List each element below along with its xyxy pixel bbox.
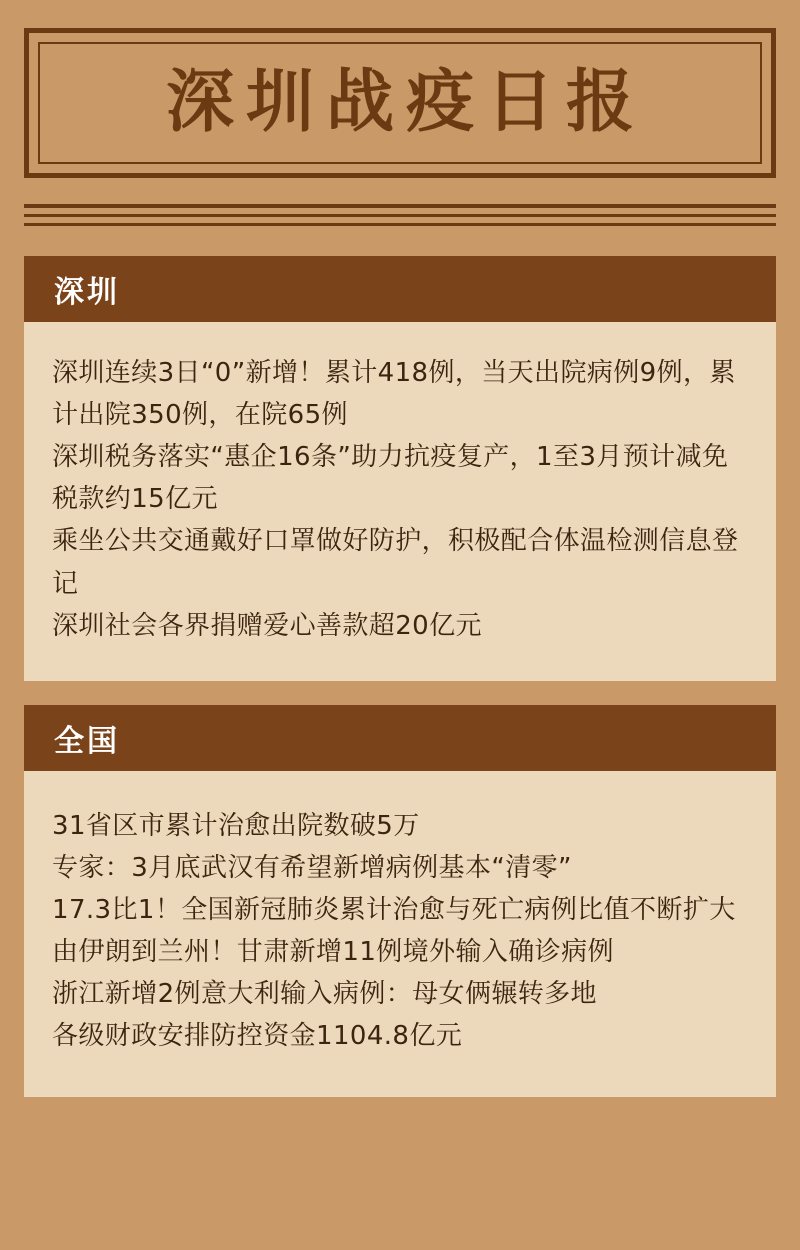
section-shenzhen xyxy=(24,256,776,681)
section-shenzhen-header xyxy=(24,256,776,322)
list-item: 各级财政安排防控资金1104.8亿元 xyxy=(52,1021,463,1052)
section-national-body xyxy=(24,771,776,1098)
section-national xyxy=(24,705,776,1098)
list-item: 深圳税务落实“惠企16条”助力抗疫复产，1至3月预计减免税款约15亿元 xyxy=(52,442,729,515)
section-shenzhen-body xyxy=(24,322,776,681)
section-national-title: 全国 xyxy=(54,723,120,759)
list-item: 31省区市累计治愈出院数破5万 xyxy=(52,810,420,841)
section-shenzhen-title: 深圳 xyxy=(54,275,120,310)
list-item: 浙江新增2例意大利输入病例：母女俩辗转多地 xyxy=(52,979,597,1010)
list-item: 深圳社会各界捐赠爱心善款超20亿元 xyxy=(52,610,482,641)
divider-rule-bottom xyxy=(24,223,776,226)
divider-rule-top xyxy=(24,204,776,208)
list-item: 17.3比1！全国新冠肺炎累计治愈与死亡病例比值不断扩大 xyxy=(52,894,736,925)
list-item: 乘坐公共交通戴好口罩做好防护，积极配合体温检测信息登记 xyxy=(52,526,739,599)
section-national-header xyxy=(24,705,776,771)
list-item: 专家：3月底武汉有希望新增病例基本“清零” xyxy=(52,852,572,883)
header-frame xyxy=(24,28,776,178)
page-title: 深圳战疫日报 xyxy=(165,63,646,142)
header-divider xyxy=(24,204,776,232)
list-item: 深圳连续3日“0”新增！累计418例，当天出院病例9例，累计出院350例，在院65例 xyxy=(52,358,736,431)
divider-rule-middle xyxy=(24,214,776,217)
list-item: 由伊朗到兰州！甘肃新增11例境外输入确诊病例 xyxy=(52,937,614,968)
